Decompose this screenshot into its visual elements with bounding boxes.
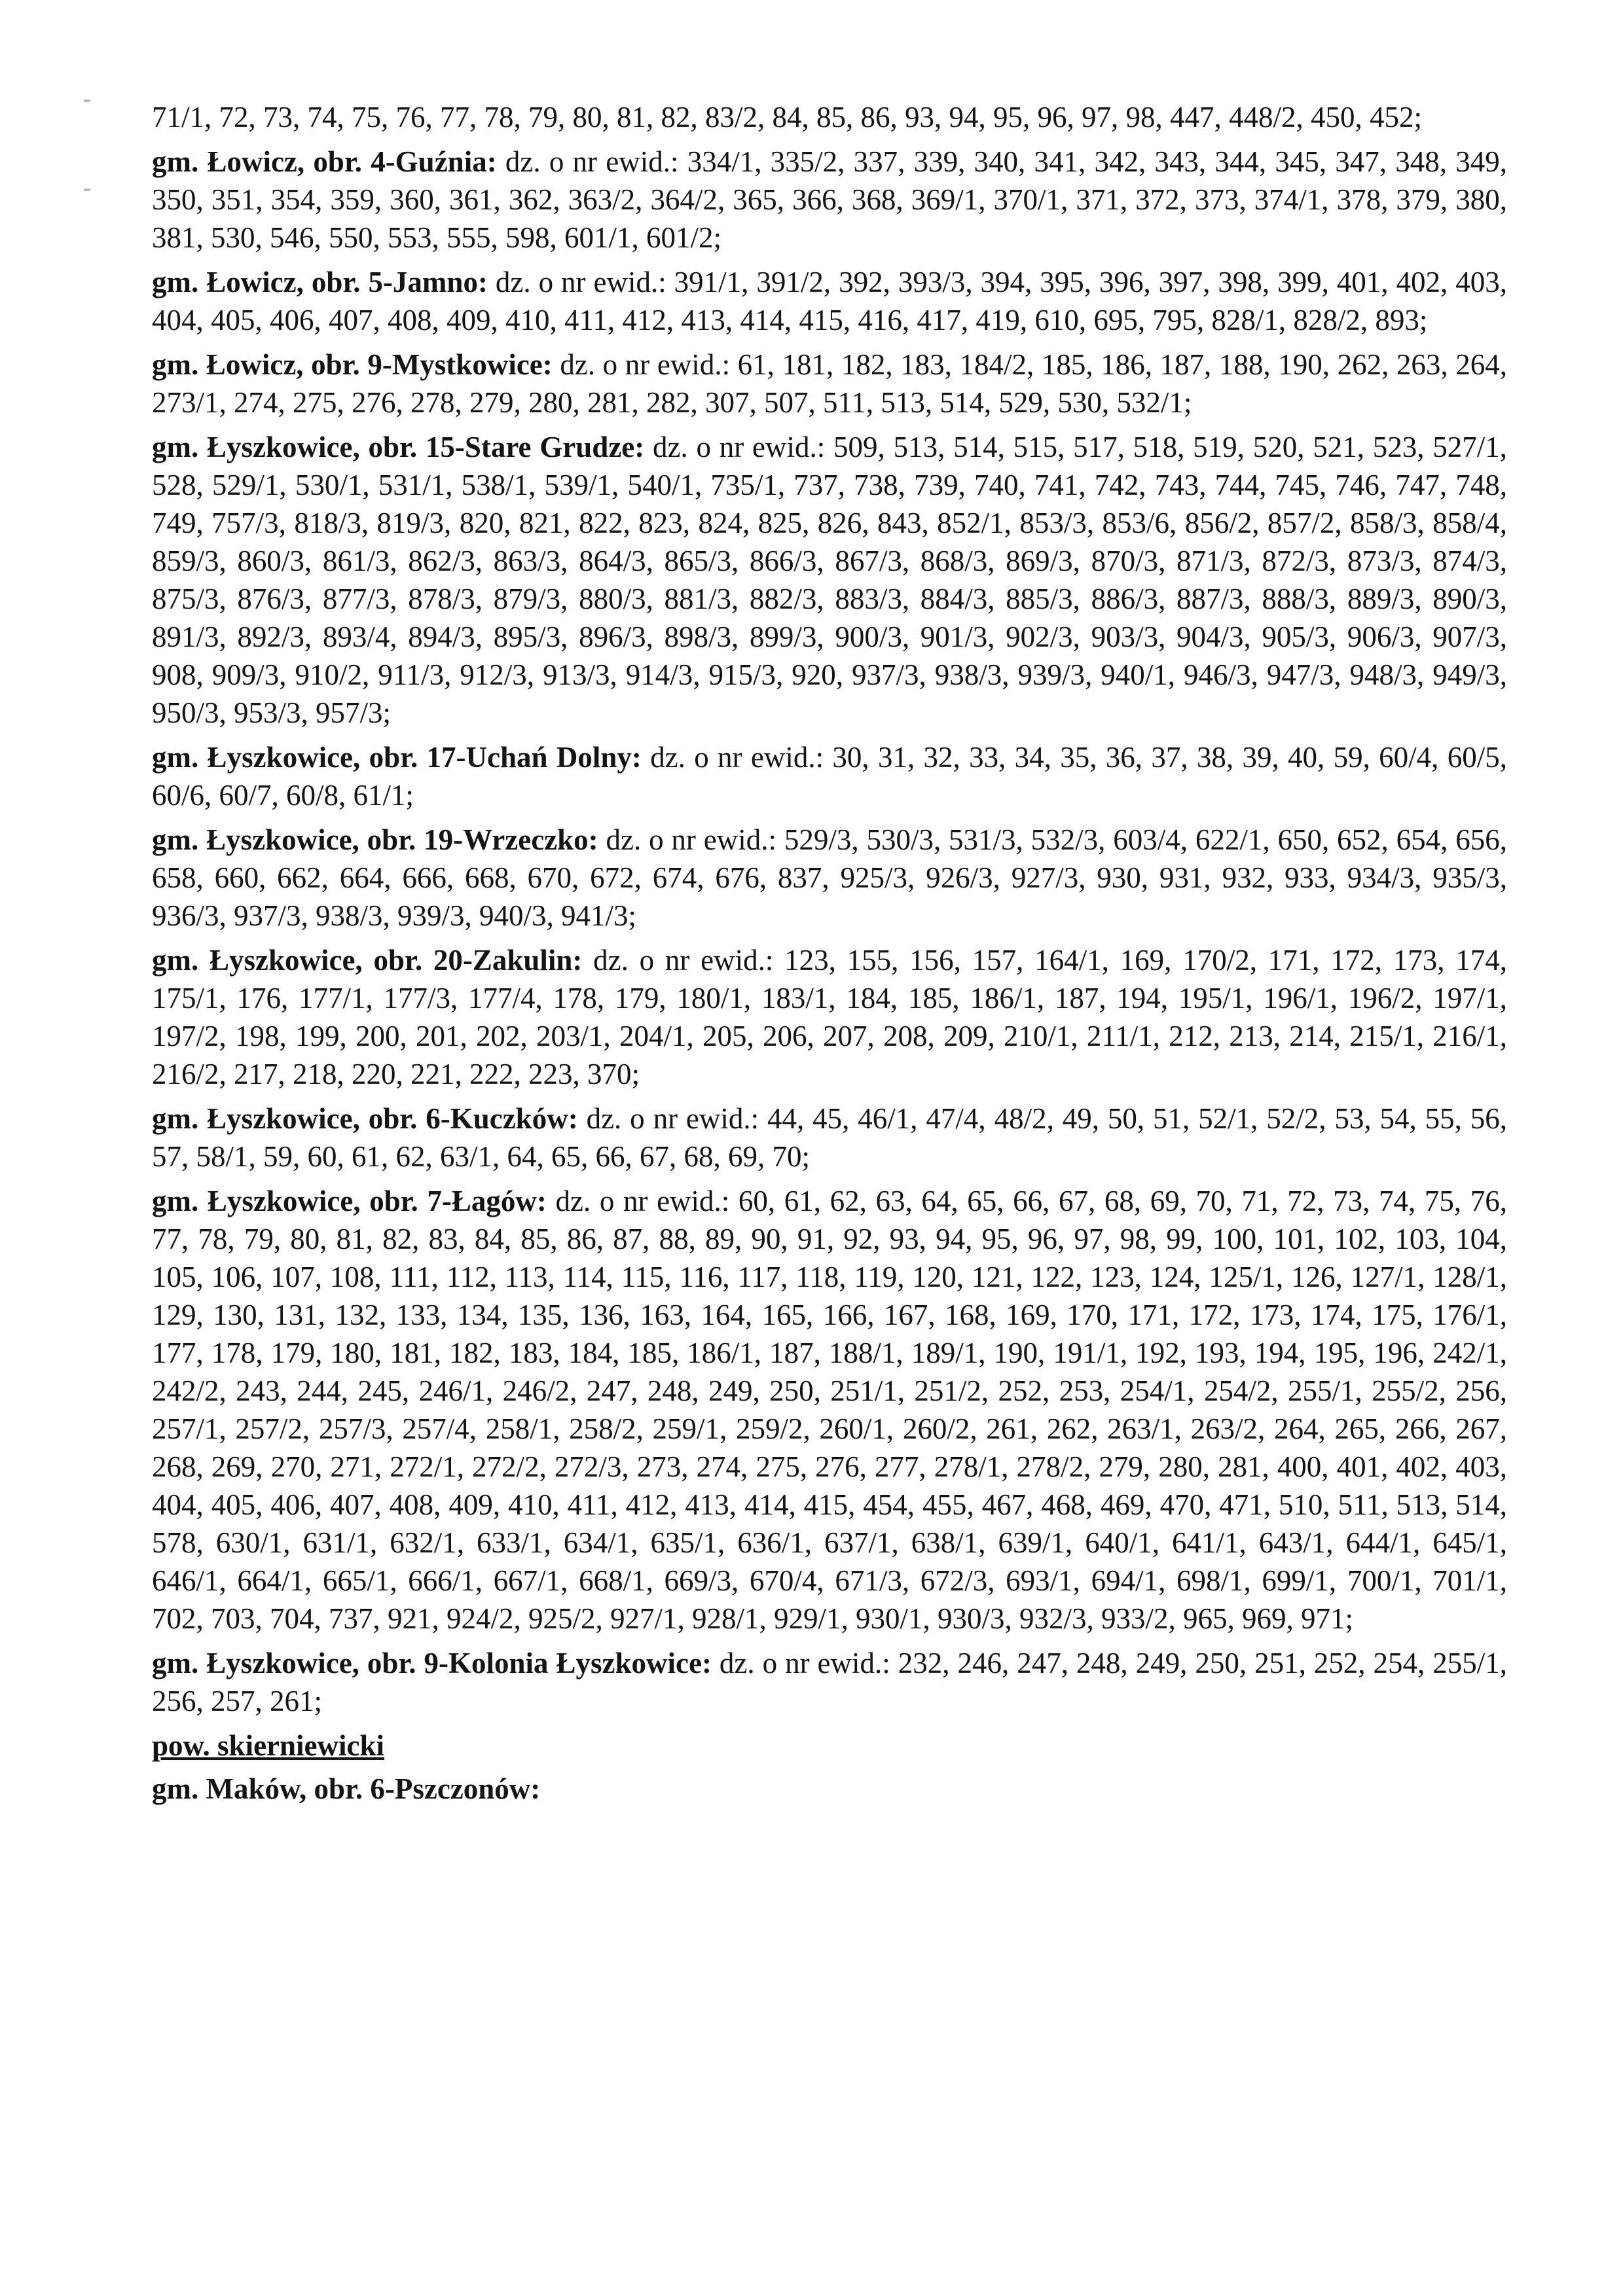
paragraph-text: dz. o nr ewid.: 123, 155, 156, 157, 164/1, 169, 170/2, 171, 172, 173, 174, 175/1, 176, 177/1, 177/3, 177/4, 178, 179, 180/1, 183/1, 184, 185, 186/1, 187, 194, 195/1, 196/1, 196/2, 197/1, 197/2, 198, 199, 200, 201, 202, 203/1, 204/1, 205, 206, 207, 208, 209, 210/1, 211/1, 212, 213, 214, 215/1, 216/1, 216/2, 217, 218, 220, 221, 222, 223, 370; <box>152 944 1507 1090</box>
paragraph-text: dz. o nr ewid.: 509, 513, 514, 515, 517, 518, 519, 520, 521, 523, 527/1, 528, 529/1, 530/1, 531/1, 538/1, 539/1, 540/1, 735/1, 737, 738, 739, 740, 741, 742, 743, 744, 745, 746, 747, 748, 749, 757/3, 818/3, 819/3, 820, 821, 822, 823, 824, 825, 826, 843, 852/1, 853/3, 853/6, 856/2, 857/2, 858/3, 858/4, 859/3, 860/3, 861/3, 862/3, 863/3, 864/3, 865/3, 866/3, 867/3, 868/3, 869/3, 870/3, 871/3, 872/3, 873/3, 874/3, 875/3, 876/3, 877/3, 878/3, 879/3, 880/3, 881/3, 882/3, 883/3, 884/3, 885/3, 886/3, 887/3, 888/3, 889/3, 890/3, 891/3, 892/3, 893/4, 894/3, 895/3, 896/3, 898/3, 899/3, 900/3, 901/3, 902/3, 903/3, 904/3, 905/3, 906/3, 907/3, 908, 909/3, 910/2, 911/3, 912/3, 913/3, 914/3, 915/3, 920, 937/3, 938/3, 939/3, 940/1, 946/3, 947/3, 948/3, 949/3, 950/3, 953/3, 957/3; <box>152 431 1508 729</box>
section-heading-county: pow. skierniewicki <box>152 1729 385 1762</box>
parcel-paragraph-lagow <box>152 1182 1507 1638</box>
paragraph-text: dz. o nr ewid.: 30, 31, 32, 33, 34, 35, 36, 37, 38, 39, 40, 59, 60/4, 60/5, 60/6, 60/7, 60/8, 61/1; <box>152 741 1507 812</box>
paragraph-lead: gm. Łyszkowice, obr. 15-Stare Grudze: <box>152 431 645 463</box>
parcel-paragraph-kolonia-lyszkowice <box>152 1644 1507 1720</box>
section-heading-commune: gm. Maków, obr. 6-Pszczonów: <box>152 1772 541 1805</box>
parcel-paragraph-zakulin <box>152 941 1507 1093</box>
paragraph-lead: gm. Łowicz, obr. 9-Mystkowice: <box>152 348 553 381</box>
parcel-paragraph-continuation <box>152 98 1507 136</box>
paragraph-lead: gm. Łowicz, obr. 4-Guźnia: <box>152 145 497 178</box>
paragraph-lead: gm. Łyszkowice, obr. 6-Kuczków: <box>152 1102 578 1135</box>
parcel-paragraph-wrzeczko <box>152 821 1507 935</box>
paragraph-lead: gm. Łyszkowice, obr. 19-Wrzeczko: <box>152 823 598 856</box>
margin-mark <box>84 99 90 102</box>
margin-mark <box>84 188 90 191</box>
parcel-paragraph-guznia <box>152 143 1507 257</box>
paragraph-lead: gm. Łyszkowice, obr. 9-Kolonia Łyszkowice: <box>152 1647 712 1679</box>
paragraph-lead: gm. Łyszkowice, obr. 17-Uchań Dolny: <box>152 741 642 774</box>
parcel-paragraph-mystkowice <box>152 346 1507 422</box>
parcel-paragraph-jamno <box>152 263 1507 339</box>
paragraph-text: dz. o nr ewid.: 232, 246, 247, 248, 249, 250, 251, 252, 254, 255/1, 256, 257, 261; <box>152 1647 1508 1717</box>
paragraph-lead: gm. Łyszkowice, obr. 20-Zakulin: <box>152 944 583 977</box>
document-body <box>152 98 1507 1808</box>
paragraph-lead: gm. Łyszkowice, obr. 7-Łagów: <box>152 1185 547 1217</box>
paragraph-lead: gm. Łowicz, obr. 5-Jamno: <box>152 266 488 298</box>
paragraph-text: dz. o nr ewid.: 44, 45, 46/1, 47/4, 48/2, 49, 50, 51, 52/1, 52/2, 53, 54, 55, 56, 57, 58/1, 59, 60, 61, 62, 63/1, 64, 65, 66, 67, 68, 69, 70; <box>152 1102 1507 1173</box>
paragraph-text: dz. o nr ewid.: 61, 181, 182, 183, 184/2, 185, 186, 187, 188, 190, 262, 263, 264, 273/1, 274, 275, 276, 278, 279, 280, 281, 282, 307, 507, 511, 513, 514, 529, 530, 532/1; <box>152 348 1508 419</box>
parcel-paragraph-stare-grudze <box>152 428 1507 732</box>
paragraph-text: dz. o nr ewid.: 334/1, 335/2, 337, 339, 340, 341, 342, 343, 344, 345, 347, 348, 349, 350, 351, 354, 359, 360, 361, 362, 363/2, 364/2, 365, 366, 368, 369/1, 370/1, 371, 372, 373, 374/1, 378, 379, 380, 381, 530, 546, 550, 553, 555, 598, 601/1, 601/2; <box>152 145 1507 254</box>
parcel-paragraph-uchan-dolny <box>152 738 1507 814</box>
paragraph-text: dz. o nr ewid.: 391/1, 391/2, 392, 393/3, 394, 395, 396, 397, 398, 399, 401, 402, 403, 404, 405, 406, 407, 408, 409, 410, 411, 412, 413, 414, 415, 416, 417, 419, 610, 695, 795, 828/1, 828/2, 893; <box>152 266 1507 336</box>
paragraph-text: dz. o nr ewid.: 529/3, 530/3, 531/3, 532/3, 603/4, 622/1, 650, 652, 654, 656, 658, 660, 662, 664, 666, 668, 670, 672, 674, 676, 837, 925/3, 926/3, 927/3, 930, 931, 932, 933, 934/3, 935/3, 936/3, 937/3, 938/3, 939/3, 940/3, 941/3; <box>152 823 1507 932</box>
paragraph-text: 71/1, 72, 73, 74, 75, 76, 77, 78, 79, 80, 81, 82, 83/2, 84, 85, 86, 93, 94, 95, 96, 97, 98, 447, 448/2, 450, 452; <box>152 101 1423 134</box>
parcel-paragraph-kuczkow <box>152 1100 1507 1175</box>
paragraph-text: dz. o nr ewid.: 60, 61, 62, 63, 64, 65, 66, 67, 68, 69, 70, 71, 72, 73, 74, 75, 76, 77, 78, 79, 80, 81, 82, 83, 84, 85, 86, 87, 88, 89, 90, 91, 92, 93, 94, 95, 96, 97, 98, 99, 100, 101, 102, 103, 104, 105, 106, 107, 108, 111, 112, 113, 114, 115, 116, 117, 118, 119, 120, 121, 122, 123, 124, 125/1, 126, 127/1, 128/1, 129, 130, 131, 132, 133, 134, 135, 136, 163, 164, 165, 166, 167, 168, 169, 170, 171, 172, 173, 174, 175, 176/1, 177, 178, 179, 180, 181, 182, 183, 184, 185, 186/1, 187, 188/1, 189/1, 190, 191/1, 192, 193, 194, 195, 196, 242/1, 242/2, 243, 244, 245, 246/1, 246/2, 247, 248, 249, 250, 251/1, 251/2, 252, 253, 254/1, 254/2, 255/1, 255/2, 256, 257/1, 257/2, 257/3, 257/4, 258/1, 258/2, 259/1, 259/2, 260/1, 260/2, 261, 262, 263/1, 263/2, 264, 265, 266, 267, 268, 269, 270, 271, 272/1, 272/2, 272/3, 273, 274, 275, 276, 277, 278/1, 278/2, 279, 280, 281, 400, 401, 402, 403, 404, 405, 406, 407, 408, 409, 410, 411, 412, 413, 414, 415, 454, 455, 467, 468, 469, 470, 471, 510, 511, 513, 514, 578, 630/1, 631/1, 632/1, 633/1, 634/1, 635/1, 636/1, 637/1, 638/1, 639/1, 640/1, 641/1, 643/1, 644/1, 645/1, 646/1, 664/1, 665/1, 666/1, 667/1, 668/1, 669/3, 670/4, 671/3, 672/3, 693/1, 694/1, 698/1, 699/1, 700/1, 701/1, 702, 703, 704, 737, 921, 924/2, 925/2, 927/1, 928/1, 929/1, 930/1, 930/3, 932/3, 933/2, 965, 969, 971; <box>152 1185 1507 1635</box>
